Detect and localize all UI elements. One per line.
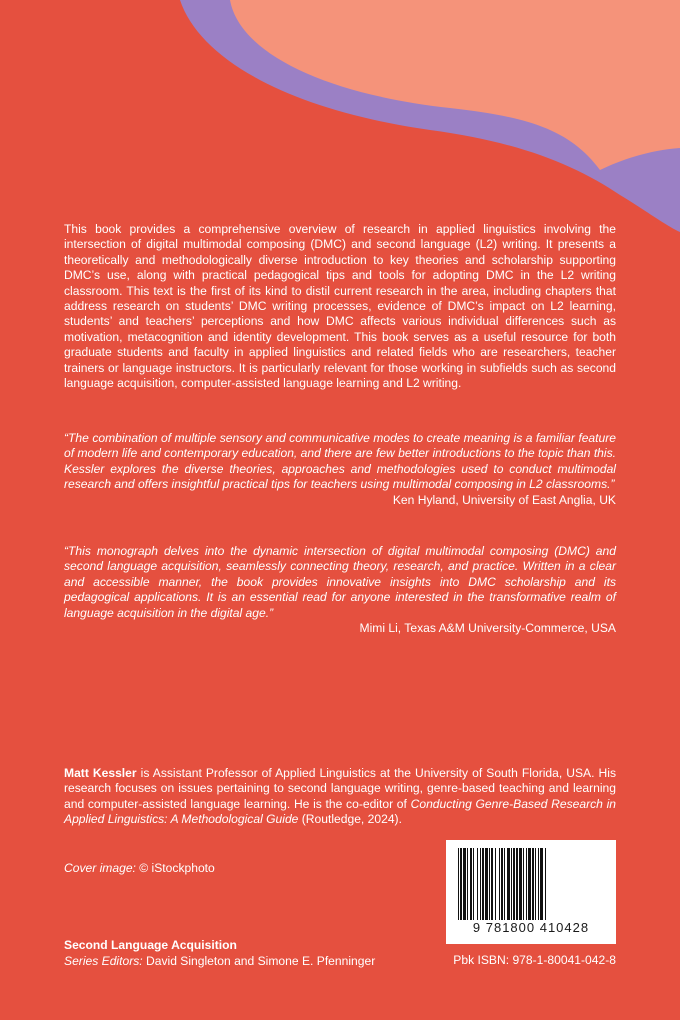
barcode-bar — [532, 848, 534, 920]
series-editors-label: Series Editors: — [64, 954, 143, 968]
barcode-bar — [501, 848, 503, 920]
endorsement-attribution: Ken Hyland, University of East Anglia, UK — [392, 492, 616, 507]
barcode-bar — [482, 848, 484, 920]
endorsement-attribution: Mimi Li, Texas A&M University-Commerce, USA — [359, 621, 616, 636]
barcode-bar — [540, 848, 543, 920]
barcode-bar — [491, 848, 493, 920]
barcode-bar — [473, 848, 474, 920]
book-description — [64, 222, 616, 391]
barcode-bar — [526, 848, 527, 920]
endorsement-1 — [64, 431, 616, 508]
endorsement-text: “The combination of multiple sensory and communicative modes to create meaning is a familiar feature of modern life and contemporary education, and there are few better introductions to the topic than this. Kessler explores the diverse theories, approaches and methodologies used to conduct multimodal research and offers insightful practical tips for teachers using multimodal composing in L2 classrooms.” — [64, 431, 616, 492]
decorative-shapes — [0, 0, 680, 260]
bio-text: is Assistant Professor of Applied Linguistics at the University of South Florida, USA. His research focuses on issues pertaining to second language writing, genre-based teaching and learning and computer-assisted language learning. He is the co-editor of — [64, 766, 616, 811]
barcode-bar — [499, 848, 500, 920]
series-info — [64, 937, 375, 969]
barcode-bar — [535, 848, 536, 920]
barcode-bar — [489, 848, 490, 920]
barcode-digits: 9 781800 410428 — [472, 920, 590, 935]
barcode-bar — [538, 848, 539, 920]
barcode-bar — [507, 848, 510, 920]
series-editors-names: David Singleton and Simone E. Pfenninger — [142, 954, 376, 968]
barcode-bar — [511, 848, 512, 920]
cover-credit-value: © iStockphoto — [135, 861, 215, 875]
cover-image-credit — [64, 861, 215, 875]
bio-text-end: (Routledge, 2024). — [298, 812, 402, 827]
barcode-bar — [470, 848, 472, 920]
barcode-bar — [460, 848, 462, 920]
series-editors — [64, 953, 375, 969]
endorsement-2 — [64, 544, 616, 636]
barcode-bar — [458, 848, 459, 920]
barcode-bar — [467, 848, 468, 920]
barcode-bar — [528, 848, 531, 920]
barcode-bar — [477, 848, 478, 920]
barcode-bar — [519, 848, 522, 920]
barcode-bar — [495, 848, 496, 920]
barcode-bar — [523, 848, 524, 920]
barcode-bar — [485, 848, 488, 920]
barcode-bar — [516, 848, 518, 920]
barcode-bars — [456, 848, 606, 920]
barcode — [446, 840, 616, 944]
barcode-bar — [504, 848, 505, 920]
cover-credit-label: Cover image: — [64, 861, 136, 875]
endorsement-text: “This monograph delves into the dynamic intersection of digital multimodal composing (DMC) and second language acquisition, seamlessly connecting theory, research, and practice. Written in a clear and accessible manner, the book provides innovative insights into DMC scholarship and its pedagogical applications. It is an essential read for anyone interested in the transformative realm of language acquisition in the digital age.” — [64, 544, 616, 620]
barcode-bar — [545, 848, 546, 920]
barcode-bar — [513, 848, 515, 920]
edited-book-title: Conducting Genre-Based Research in Applied Linguistics: A Methodological Guide — [64, 796, 616, 827]
barcode-bar — [463, 848, 466, 920]
author-name: Matt Kessler — [64, 766, 137, 780]
author-bio — [64, 766, 616, 828]
isbn: Pbk ISBN: 978-1-80041-042-8 — [453, 953, 616, 967]
series-title: Second Language Acquisition — [64, 938, 237, 952]
description-text: This book provides a comprehensive overview of research in applied linguistics involving the intersection of digital multimodal composing (DMC) and second language (L2) writing. It presents a theoretically and methodologically diverse introduction to key theories and scholarship supporting DMC’s use, along with practical pedagogical tips and tools for adopting DMC in the L2 writing classroom. This text is the first of its kind to distil current research in the area, including chapters that address research on students’ DMC writing processes, evidence of DMC’s impact on L2 learning, students’ and teachers’ perceptions and how DMC affects various individual differences such as motivation, metacognition and identity development. This book serves as a useful resource for both graduate students and faculty in applied linguistics and related fields who are researchers, teacher trainers or language instructors. It is particularly relevant for those working in subfields such as second language acquisition, computer-assisted language learning and L2 writing. — [64, 222, 616, 391]
barcode-bar — [480, 848, 481, 920]
